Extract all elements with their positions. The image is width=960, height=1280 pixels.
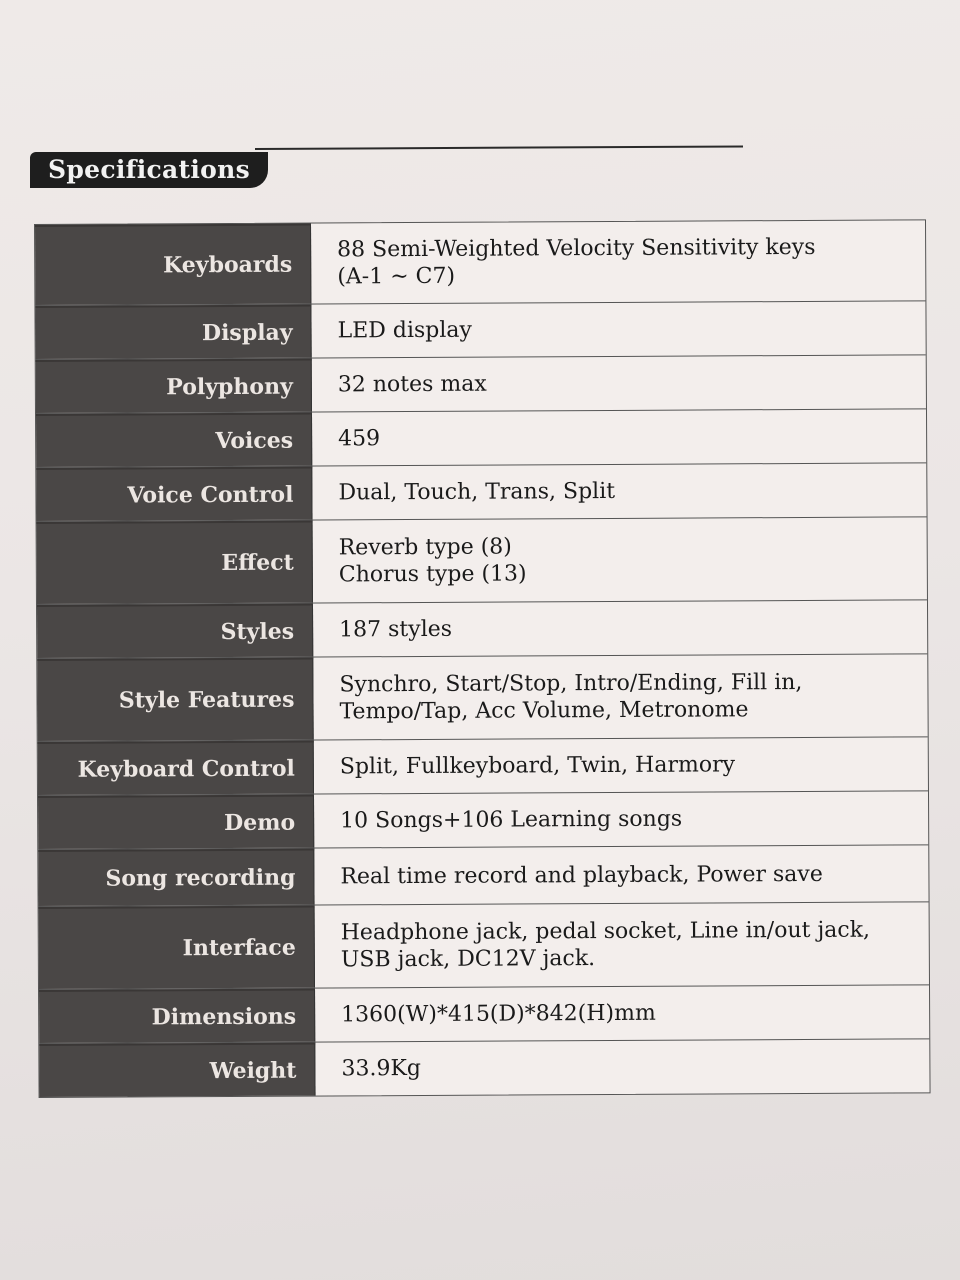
spec-value	[315, 985, 929, 1041]
spec-value	[315, 1039, 929, 1095]
spec-row	[38, 791, 928, 850]
spec-label: Styles	[37, 604, 313, 658]
spec-label: Effect	[37, 521, 313, 604]
spec-value	[315, 902, 929, 987]
spec-value	[313, 654, 927, 739]
spec-label: Style Features	[37, 658, 313, 741]
spec-value	[314, 791, 928, 847]
spec-value-line: 187 styles	[339, 616, 453, 643]
spec-value	[312, 409, 926, 465]
spec-value-line: 88 Semi-Weighted Velocity Sensitivity keys	[337, 234, 816, 263]
spec-label: Song recording	[38, 849, 314, 906]
spec-row	[36, 463, 926, 522]
spec-value-line: 459	[338, 426, 381, 452]
spec-label: Keyboards	[35, 224, 311, 305]
spec-value-line: 32 notes max	[337, 371, 487, 398]
spec-value	[312, 463, 926, 519]
spec-value	[311, 220, 925, 303]
spec-value-line: Dual, Touch, Trans, Split	[338, 478, 616, 506]
spec-value-line: (A-1 ~ C7)	[337, 263, 456, 290]
spec-label: Voice Control	[36, 467, 312, 521]
spec-value-line: Synchro, Start/Stop, Intro/Ending, Fill in,	[339, 669, 803, 698]
spec-row	[37, 654, 927, 742]
spec-value	[314, 845, 928, 904]
spec-value-line: Real time record and playback, Power save	[340, 861, 823, 889]
spec-row	[35, 301, 925, 360]
specifications-table	[34, 219, 931, 1098]
spec-value	[313, 600, 927, 656]
section-title: Specifications	[30, 152, 268, 188]
spec-row	[37, 517, 927, 605]
spec-row	[38, 737, 928, 796]
spec-row	[39, 985, 929, 1044]
spec-label: Demo	[38, 795, 314, 849]
spec-value	[314, 737, 928, 793]
spec-label: Dimensions	[39, 989, 315, 1043]
header-rule	[255, 145, 743, 150]
spec-value	[312, 355, 926, 411]
spec-label: Interface	[39, 906, 315, 989]
spec-label: Keyboard Control	[38, 741, 314, 795]
spec-value-line: Tempo/Tap, Acc Volume, Metronome	[339, 697, 749, 725]
spec-label: Display	[35, 305, 311, 359]
spec-value-line: Reverb type (8)	[338, 534, 512, 561]
spec-value-line: Headphone jack, pedal socket, Line in/out jack,	[340, 917, 871, 946]
spec-value-line: LED display	[337, 317, 473, 344]
spec-value-line: 10 Songs+106 Learning songs	[340, 806, 683, 834]
spec-label: Voices	[36, 413, 312, 467]
spec-value-line: 1360(W)*415(D)*842(H)mm	[341, 1000, 656, 1028]
spec-row	[39, 902, 929, 990]
spec-label: Polyphony	[36, 359, 312, 413]
spec-value-line: Chorus type (13)	[338, 561, 527, 588]
spec-row	[36, 409, 926, 468]
spec-value	[313, 517, 927, 602]
spec-row	[38, 845, 928, 907]
spec-row	[35, 220, 925, 306]
spec-row	[37, 600, 927, 659]
spec-row	[39, 1039, 929, 1097]
spec-value-line: 33.9Kg	[341, 1055, 422, 1082]
spec-value-line: Split, Fullkeyboard, Twin, Harmory	[339, 752, 736, 780]
spec-label: Weight	[39, 1043, 315, 1097]
spec-value	[311, 301, 925, 357]
section-header	[30, 148, 742, 190]
spec-row	[36, 355, 926, 414]
spec-value-line: USB jack, DC12V jack.	[340, 946, 596, 973]
